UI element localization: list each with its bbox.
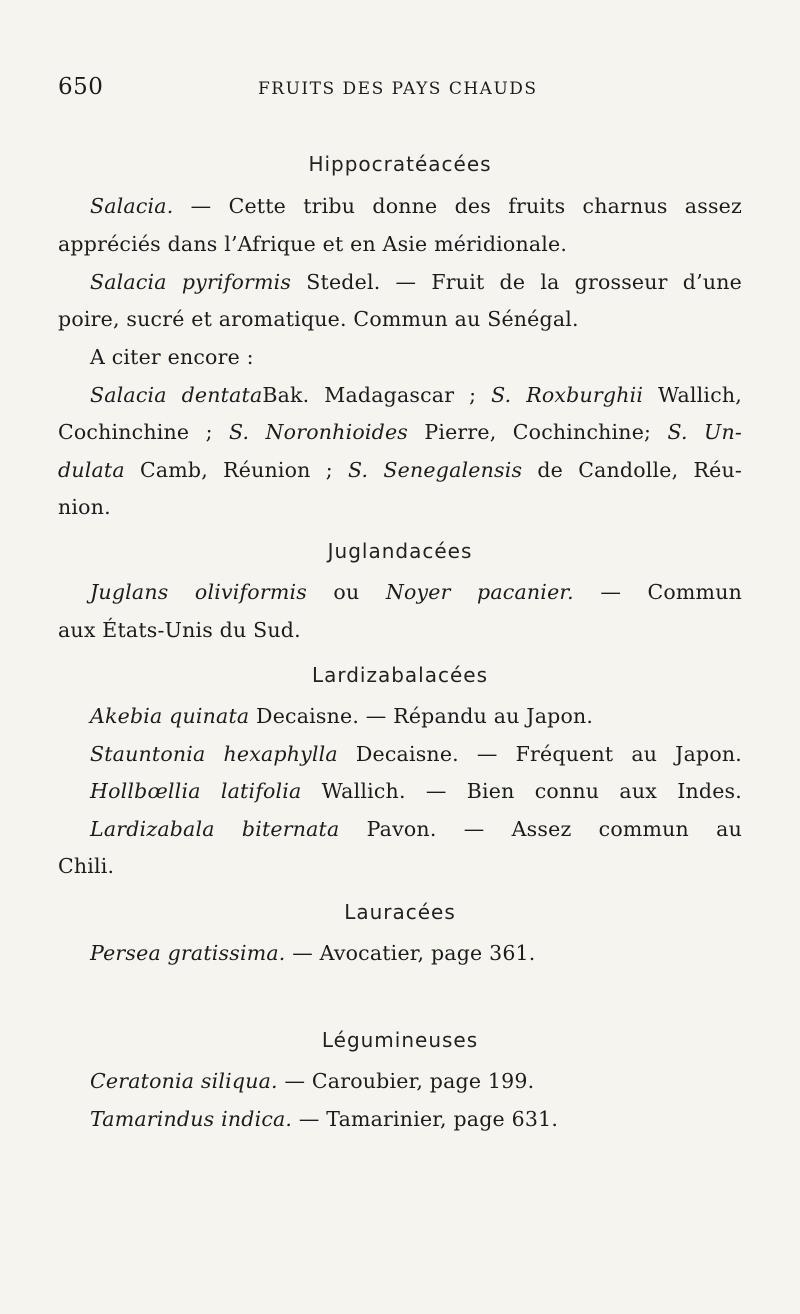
text-segment: Stedel. — Fruit de la grosseur d’une xyxy=(291,270,742,294)
text-segment: Decaisne. — Répandu au Japon. xyxy=(249,704,594,728)
taxon-name: Hollbœllia latifolia xyxy=(90,779,302,803)
taxon-name: Lardizabala biternata xyxy=(90,817,340,841)
text-segment: Camb, Réunion ; xyxy=(124,458,349,482)
section-heading: Hippocratéacées xyxy=(308,152,492,176)
text-segment: appréciés dans l’Afrique et en Asie méridionale. xyxy=(58,232,568,256)
text-segment: ou xyxy=(306,580,386,604)
taxon-name: Salacia dentata xyxy=(90,383,263,407)
text-line xyxy=(58,618,301,642)
section-heading: Légumineuses xyxy=(321,1028,479,1052)
text-line xyxy=(90,345,254,369)
text-line xyxy=(90,779,742,803)
text-segment: Pavon. — Assez commun au xyxy=(339,817,742,841)
text-segment: — Caroubier, page 199. xyxy=(277,1069,535,1093)
text-segment: Wallich, xyxy=(643,383,742,407)
text-line xyxy=(90,941,536,965)
taxon-name: Stauntonia hexaphylla xyxy=(90,742,338,766)
text-line xyxy=(58,420,742,444)
text-line xyxy=(90,1107,558,1131)
taxon-name: Tamarindus indica. xyxy=(90,1107,293,1131)
taxon-name: S. Noronhioides xyxy=(229,420,409,444)
text-segment: poire, sucré et aromatique. Commun au Sénégal. xyxy=(58,307,579,331)
text-segment: A citer encore : xyxy=(90,345,254,369)
text-line xyxy=(58,232,567,256)
taxon-name: Ceratonia siliqua. xyxy=(90,1069,278,1093)
text-segment: de Candolle, Réu- xyxy=(522,458,742,482)
text-line xyxy=(90,580,742,604)
text-line xyxy=(90,817,742,841)
text-segment: Cochinchine ; xyxy=(58,420,229,444)
section-heading: Lauracées xyxy=(344,900,456,924)
text-segment: aux États-Unis du Sud. xyxy=(58,618,301,642)
taxon-name: S. Un- xyxy=(667,420,743,444)
text-line xyxy=(90,383,742,407)
taxon-name: Salacia. xyxy=(90,194,174,218)
text-line xyxy=(90,270,742,294)
text-line xyxy=(58,854,114,878)
text-segment: — Cette tribu donne des fruits charnus assez xyxy=(173,194,742,218)
text-segment: Decaisne. — Fréquent au Japon. xyxy=(337,742,742,766)
taxon-name: Noyer pacanier. xyxy=(385,580,574,604)
text-line xyxy=(90,704,593,728)
text-segment: Bak. Madagascar ; xyxy=(262,383,492,407)
taxon-name: S. Roxburghii xyxy=(491,383,644,407)
text-segment: — Avocatier, page 361. xyxy=(285,941,536,965)
text-segment: — Commun xyxy=(573,580,742,604)
page-number: 650 xyxy=(58,74,104,100)
taxon-name: Salacia pyriformis xyxy=(90,270,292,294)
text-line xyxy=(90,194,742,218)
taxon-name: Akebia quinata xyxy=(90,704,250,728)
taxon-name: S. Senegalensis xyxy=(348,458,523,482)
text-segment: Wallich. — Bien connu aux Indes. xyxy=(301,779,742,803)
section-heading: Lardizabalacées xyxy=(311,663,489,687)
section-heading: Juglandacées xyxy=(327,539,473,563)
text-segment: — Tamarinier, page 631. xyxy=(292,1107,559,1131)
text-line xyxy=(90,742,742,766)
running-title: FRUITS DES PAYS CHAUDS xyxy=(258,79,538,99)
taxon-name: Persea gratissima. xyxy=(90,941,286,965)
text-line xyxy=(58,307,579,331)
text-segment: Chili. xyxy=(58,854,115,878)
text-line xyxy=(58,458,742,482)
taxon-name: dulata xyxy=(58,458,125,482)
text-segment: Pierre, Cochinchine; xyxy=(408,420,668,444)
text-line xyxy=(58,495,111,519)
text-segment: nion. xyxy=(58,495,111,519)
taxon-name: Juglans oliviformis xyxy=(90,580,307,604)
text-line xyxy=(90,1069,534,1093)
